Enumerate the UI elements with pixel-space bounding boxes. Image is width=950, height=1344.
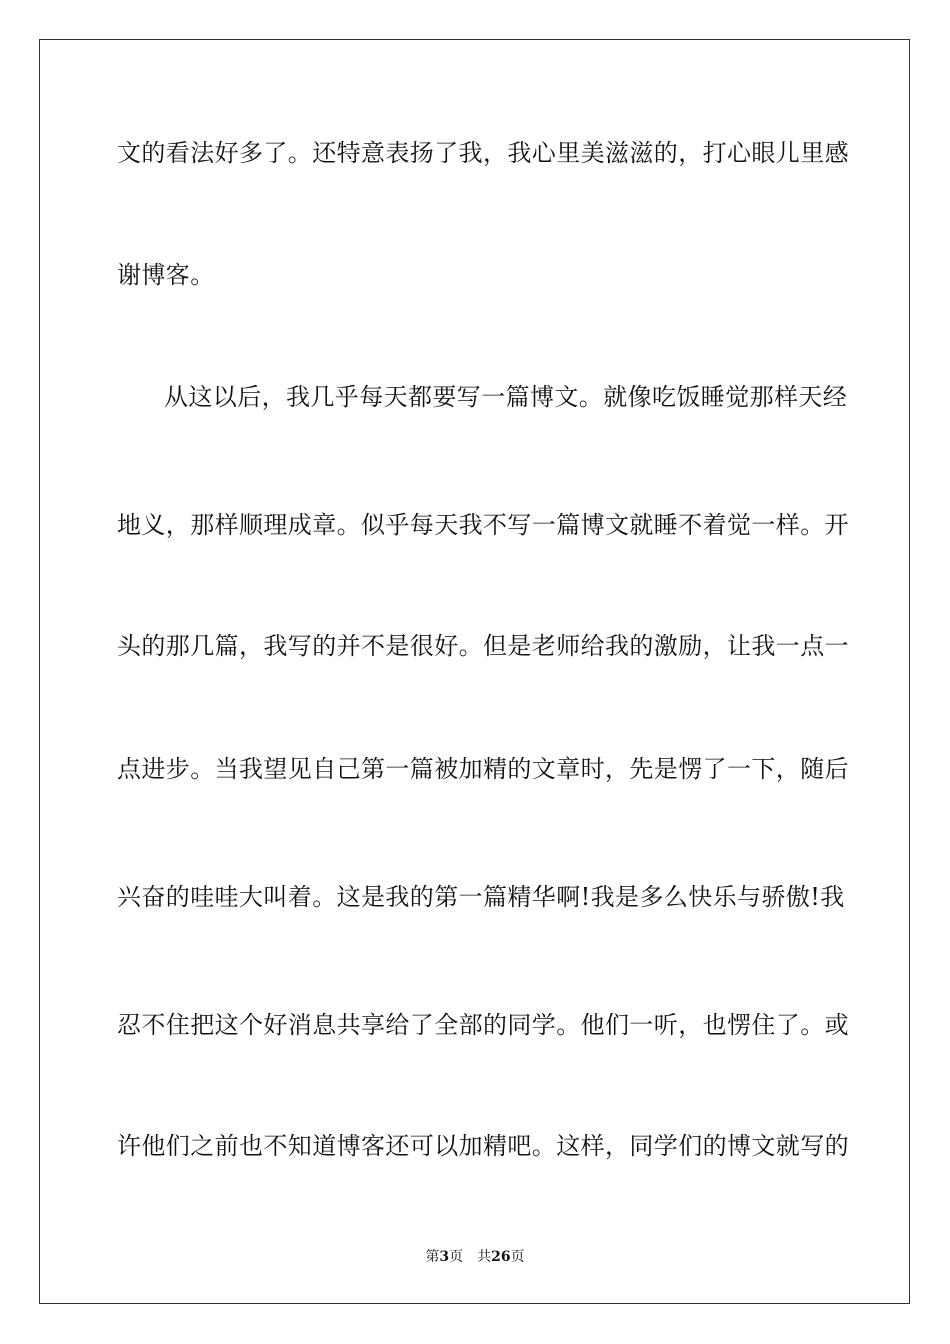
footer-total-prefix: 共: [477, 1249, 492, 1265]
page-border: [39, 39, 910, 1304]
text-line-4: 地义，那样顺理成章。似乎每天我不写一篇博文就睡不着觉一样。开: [117, 511, 849, 539]
text-line-7: 兴奋的哇哇大叫着。这是我的第一篇精华啊!我是多么快乐与骄傲!我: [117, 883, 845, 911]
footer-total-pages: 26: [491, 1249, 511, 1265]
text-line-2: 谢博客。: [117, 261, 215, 289]
text-line-8: 忍不住把这个好消息共享给了全部的同学。他们一听，也愣住了。或: [117, 1011, 849, 1039]
text-line-5: 头的那几篇，我写的并不是很好。但是老师给我的激励，让我一点一: [117, 632, 849, 660]
footer-total-suffix: 页: [510, 1249, 525, 1265]
text-line-3: 从这以后，我几乎每天都要写一篇博文。就像吃饭睡觉那样天经: [164, 383, 848, 411]
page-footer: [0, 1247, 950, 1267]
footer-page-prefix: 第: [425, 1249, 440, 1265]
text-line-9: 许他们之前也不知道博客还可以加精吧。这样，同学们的博文就写的: [117, 1132, 849, 1160]
text-line-1: 文的看法好多了。还特意表扬了我，我心里美滋滋的，打心眼儿里感: [117, 139, 849, 167]
text-line-6: 点进步。当我望见自己第一篇被加精的文章时，先是愣了一下，随后: [117, 755, 849, 783]
footer-page-number: 3: [439, 1249, 450, 1265]
footer-page-suffix: 页: [449, 1249, 464, 1265]
